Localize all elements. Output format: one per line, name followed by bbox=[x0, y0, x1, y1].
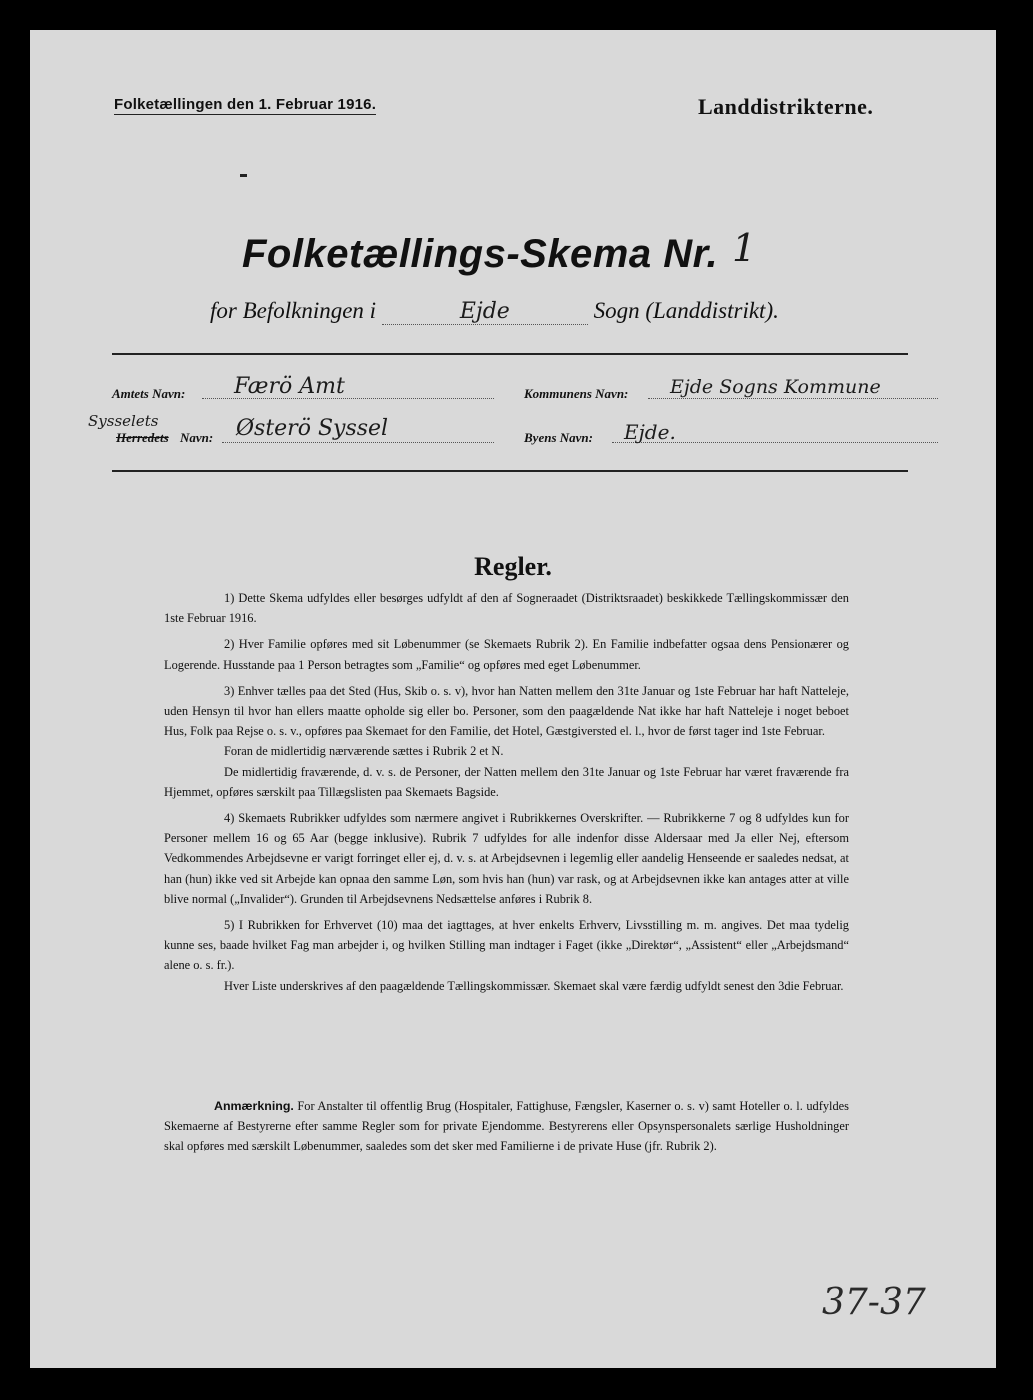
county-label: Amtets Navn: bbox=[112, 386, 186, 401]
rule-paragraph-3c: De midlertidig fraværende, d. v. s. de Personer, der Natten mellem den 31te Januar og 1ste Februar har været fraværende fra Hjemmet, opføres særskilt paa Tillægslisten paa Skemaets Bagside. bbox=[164, 764, 849, 799]
census-date-header: Folketællingen den 1. Februar 1916. bbox=[114, 96, 377, 113]
rules-heading: Regler. bbox=[474, 552, 552, 581]
remark-text: For Anstalter til offentlig Brug (Hospitaler, Fattighuse, Fængsler, Kaserner o. s. v) samt Hoteller o. l. udfyldes Skemaerne af Bestyrerne efter samme Regler som for private Ejendomme. Bestyrerens eller Opsynspersonalets særlige Husholdninger skal opføres med særskilt Løbenummer, saaledes som det sker med Familierne i de private Huse (jfr. Rubrik 2). bbox=[164, 1099, 849, 1154]
dash-mark bbox=[240, 174, 247, 177]
district-type-header: Landdistrikterne. bbox=[698, 94, 874, 119]
district-line bbox=[222, 442, 494, 443]
parish-suffix: Sogn (Landdistrikt). bbox=[593, 298, 779, 323]
district-label-struck: Herredets bbox=[116, 430, 169, 445]
form-title: Folketællings-Skema Nr. bbox=[242, 232, 719, 276]
remark-label: Anmærkning. bbox=[214, 1099, 294, 1113]
municipality-label: Kommunens Navn: bbox=[524, 386, 629, 401]
rule-paragraph-3: 3) Enhver tælles paa det Sted (Hus, Skib o. s. v), hvor han Natten mellem den 31te Januar og 1ste Februar har haft Natteleje, uden Hensyn til hvor han ellers maatte opholde sig eller bo. Personer, som den paagældende Nat ikke har haft Natteleje i noget beboet Hus, Folk paa Rejse o. s. v., opføres paa Skemaet for den Familie, det Hotel, Gæstgiversted el. l., hvor de først tager ind 1ste Februar. bbox=[164, 683, 849, 739]
municipality-value-handwritten: Ejde Sogns Kommune bbox=[670, 376, 881, 398]
district-value-handwritten: Østerö Syssel bbox=[236, 416, 389, 441]
remark-block bbox=[164, 1096, 849, 1157]
municipality-line bbox=[648, 398, 938, 399]
divider-bottom bbox=[112, 470, 908, 472]
rule-paragraph-4: 4) Skemaets Rubrikker udfyldes som nærmere angivet i Rubrikkernes Overskrifter. — Rubrikkerne 7 og 8 udfyldes kun for Personer mellem 16 og 65 Aar (begge inklusive). Rubrik 7 udfyldes for alle indenfor disse Aldersaar med Ja eller Nej, eftersom Vedkommendes Arbejdsevne er varigt forringet eller ej, d. v. s. at Arbejdsevnen i legemlig eller aandelig Henseende er saaledes nedsat, at han (hun) ikke ved sit Arbejde kan opnaa den samme Løn, som hvis han (hun) var rask, og at Arbejdsevnen ikke kan antages atter at ville blive normal („Invalider“). Grunden til Arbejdsevnens Nedsættelse anføres i Rubrik 8. bbox=[164, 811, 849, 906]
syssel-label-handwritten: Sysselets bbox=[88, 412, 159, 430]
remark-paragraph bbox=[164, 1096, 849, 1157]
parish-prefix: for Befolkningen i bbox=[210, 298, 377, 323]
form-number-handwritten: 1 bbox=[732, 226, 757, 270]
parish-name-handwritten: Ejde bbox=[382, 299, 588, 325]
rule-paragraph-2: 2) Hver Familie opføres med sit Løbenummer (se Skemaets Rubrik 2). En Familie indbefatter ogsaa dens Pensionærer og Logerende. Husstande paa 1 Person betragtes som „Familie“ og opføres med eget Løbenummer. bbox=[164, 637, 849, 672]
rules-body bbox=[164, 588, 849, 996]
archive-number-handwritten: 37-37 bbox=[822, 1282, 926, 1323]
divider-top bbox=[112, 353, 908, 355]
town-label: Byens Navn: bbox=[524, 430, 593, 445]
rule-paragraph-5b: Hver Liste underskrives af den paagældende Tællingskommissær. Skemaet skal være færdig udfyldt senest den 3die Februar. bbox=[224, 978, 844, 993]
parish-line bbox=[210, 298, 779, 325]
district-label-suffix: Navn: bbox=[180, 430, 214, 445]
town-value-handwritten: Ejde. bbox=[624, 420, 676, 444]
census-form-page bbox=[30, 30, 996, 1368]
rule-paragraph-5: 5) I Rubrikken for Erhvervet (10) maa det iagttages, at hver enkelts Erhverv, Livsstilling m. m. angives. Det maa tydelig kunne ses, baade hvilket Fag man arbejder i, og hvilken Stilling man indtager i Faget (ikke „Direktør“, „Assistent“ eller „Arbejdsmand“ alene o. s. fr.). bbox=[164, 918, 849, 973]
rule-paragraph-1: 1) Dette Skema udfyldes eller besørges udfyldt af den af Sogneraadet (Distriktsraadet) beskikkede Tællingskommissær den 1ste Februar 1916. bbox=[164, 591, 849, 626]
county-value-handwritten: Færö Amt bbox=[234, 374, 345, 399]
rule-paragraph-3b: Foran de midlertidig nærværende sættes i Rubrik 2 et N. bbox=[224, 744, 504, 759]
